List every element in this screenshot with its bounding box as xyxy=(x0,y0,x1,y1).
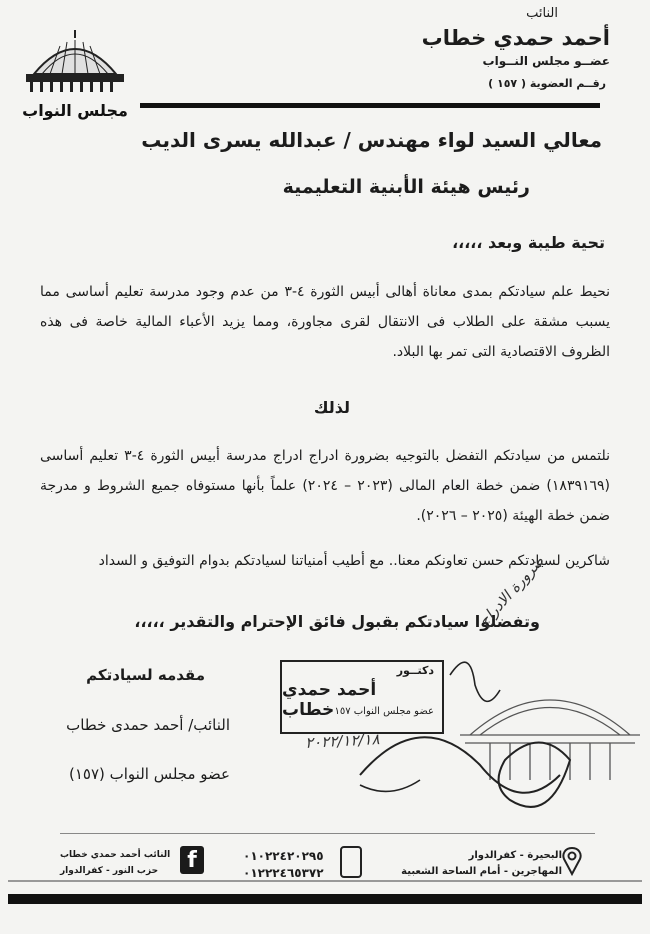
closing-line: وتفضلوا سيادتكم بقبول فائق الإحترام والتقدير ،،،،، xyxy=(134,612,540,631)
location-pin-icon xyxy=(560,846,584,876)
footer-location-1: البحيرة - كفرالدوار xyxy=(468,850,562,861)
therefore-heading: لذلك xyxy=(313,398,350,417)
header-divider xyxy=(140,103,600,108)
parliament-dome-icon xyxy=(20,24,130,124)
header-role: عضــو مجلس النــواب xyxy=(482,54,610,68)
svg-text:مجلس النواب: مجلس النواب xyxy=(22,101,128,120)
footer-thin-bar xyxy=(8,880,642,882)
footer-location-2: المهاجرين - أمام الساحة الشعبية xyxy=(401,866,562,877)
body-paragraph-2: نلتمس من سيادتكم التفضل بالتوجيه بضرورة ادراج ادراج مدرسة أبيس الثورة ٤-٣ تعليم أساسى (١٨٣٩١٦٩) ضمن خطة العام المالى (٢٠٢٣ – ٢٠٢٤) علماً بأنها مستوفاه جميع الشروط و مدرجة ضمن خطة الهيئة (٢٠٢٥ – ٢٠٢٦). xyxy=(40,448,611,524)
facebook-icon: f xyxy=(180,846,204,874)
signature-submitted: مقدمه لسيادتكم xyxy=(86,666,205,684)
footer-facebook-2: حزب النور - كفرالدوار xyxy=(60,866,159,876)
signature-member: عضو مجلس النواب (١٥٧) xyxy=(68,765,230,783)
handwritten-note: ضرورة الادراج xyxy=(475,552,548,631)
header-membership: رقــم العضوية ( ١٥٧ ) xyxy=(488,77,606,90)
handwritten-date: ٢٠٢٢/١٢/١٨ xyxy=(304,730,380,752)
footer-phone-2: ٠١٢٢٢٤٦٥٣٧٢ xyxy=(243,866,324,880)
footer-phone-1: ٠١٠٢٢٤٢٠٢٩٥ xyxy=(243,849,324,863)
official-stamp xyxy=(280,660,444,734)
stamp-subtitle: عضو مجلس النواب ١٥٧ xyxy=(334,706,434,717)
signature-name: النائب/ أحمد حمدى خطاب xyxy=(66,716,230,734)
body-paragraph-1: نحيط علم سيادتكم بمدى معاناة أهالى أبيس الثورة ٤-٣ من عدم وجود مدرسة تعليم أساسى مما يسبب مشقة على الطلاب فى الانتقال لقرى مجاورة، ومما يزيد الأعباء المالية خاصة فى هذه الظروف الاقتصادية التى تمر بها البلاد. xyxy=(40,284,611,360)
stamp-name: أحمد حمدي خطاب xyxy=(282,680,377,720)
greeting: تحية طيبة وبعد ،،،،، xyxy=(452,233,605,252)
footer-divider xyxy=(60,833,595,834)
stamp-title: دكتــور xyxy=(396,664,434,677)
footer-bottom-bar xyxy=(8,894,642,904)
header-name: أحمد حمدي خطاب xyxy=(421,26,610,50)
thanks-line: شاكرين لسيادتكم حسن تعاونكم معنا.. مع أطيب أمنياتنا لسيادتكم بدوام التوفيق و السداد xyxy=(98,553,610,569)
footer-facebook-1: النائب أحمد حمدي خطاب xyxy=(60,850,171,860)
recipient-title: معالي السيد لواء مهندس / عبدالله يسرى الديب xyxy=(141,128,602,152)
phone-icon xyxy=(340,846,362,878)
recipient-position: رئيس هيئة الأبنية التعليمية xyxy=(282,176,530,198)
header-rank: النائب xyxy=(526,6,558,21)
